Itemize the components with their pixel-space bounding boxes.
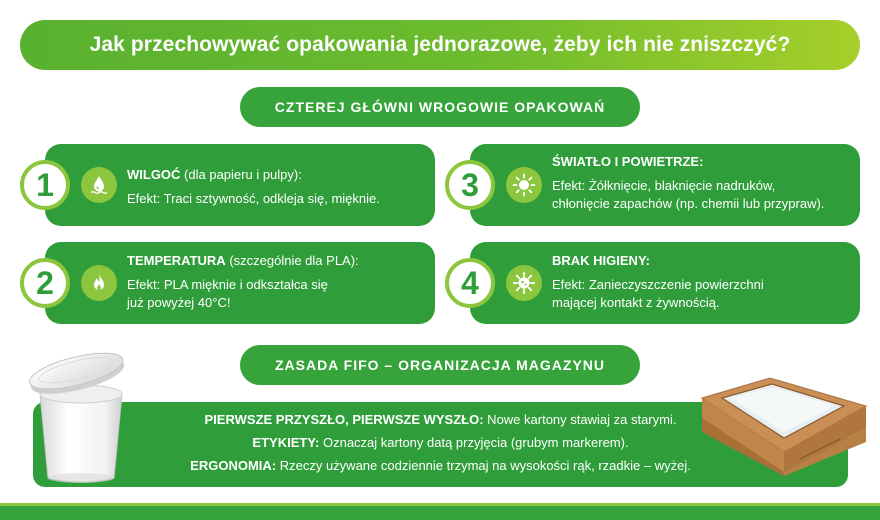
fifo-rule-text: Oznaczaj kartony datą przyjęcia (grubym markerem). [319,435,629,450]
card-heading-note: (szczególnie dla PLA): [225,253,359,268]
number-3: 3 [461,166,479,203]
card-heading: WILGOĆ [127,167,181,182]
number-4: 4 [461,264,479,301]
card-effect-line: Efekt: Traci sztywność, odkleja się, mięknie. [127,191,380,206]
page-title: Jak przechowywać opakowania jednorazowe, żeby ich nie zniszczyć? [89,33,791,56]
section-title-enemies: CZTEREJ GŁÓWNI WROGOWIE OPAKOWAŃ [274,99,606,115]
card-effect-line: Efekt: Żółknięcie, blaknięcie nadruków, [552,178,776,193]
bottom-bar [0,503,880,520]
number-badge-2 [20,258,70,308]
card-text-light-air [552,153,824,213]
paper-cup-image [22,346,140,491]
card-heading: ŚWIATŁO I POWIETRZE: [552,154,704,169]
section-header-fifo [240,345,640,385]
kraft-box-image [700,376,868,481]
card-heading: TEMPERATURA [127,253,226,268]
title-banner [20,20,860,70]
number-badge-1 [20,160,70,210]
water-drop-icon [81,167,117,203]
card-effect-line-2: mającej kontakt z żywnością. [552,295,720,310]
sun-icon [506,167,542,203]
fifo-rule-text: Rzeczy używane codziennie trzymaj na wysokości rąk, rzadkie – wyżej. [276,458,691,473]
card-text-moisture [127,166,380,208]
card-heading-note: (dla papieru i pulpy): [180,167,302,182]
card-text-temperature [127,252,359,312]
card-effect-line: Efekt: PLA mięknie i odkształca się [127,277,328,292]
card-effect-line-2: już powyżej 40°C! [127,295,231,310]
germ-icon [506,265,542,301]
number-1: 1 [36,166,54,203]
card-effect-line: Efekt: Zanieczyszczenie powierzchni [552,277,764,292]
number-badge-4 [445,258,495,308]
fifo-rule-key: ETYKIETY: [252,435,320,450]
section-header-enemies [240,87,640,127]
fifo-rule-key: PIERWSZE PRZYSZŁO, PIERWSZE WYSZŁO: [204,412,484,427]
card-effect-line-2: chłonięcie zapachów (np. chemii lub przypraw). [552,196,825,211]
fifo-rule-text: Nowe kartony stawiaj za starymi. [483,412,677,427]
number-2: 2 [36,264,54,301]
section-title-fifo: ZASADA FIFO – ORGANIZACJA MAGAZYNU [274,357,606,373]
card-heading: BRAK HIGIENY: [552,253,650,268]
number-badge-3 [445,160,495,210]
card-text-hygiene [552,252,764,312]
flame-icon [81,265,117,301]
fifo-rule-key: ERGONOMIA: [190,458,277,473]
